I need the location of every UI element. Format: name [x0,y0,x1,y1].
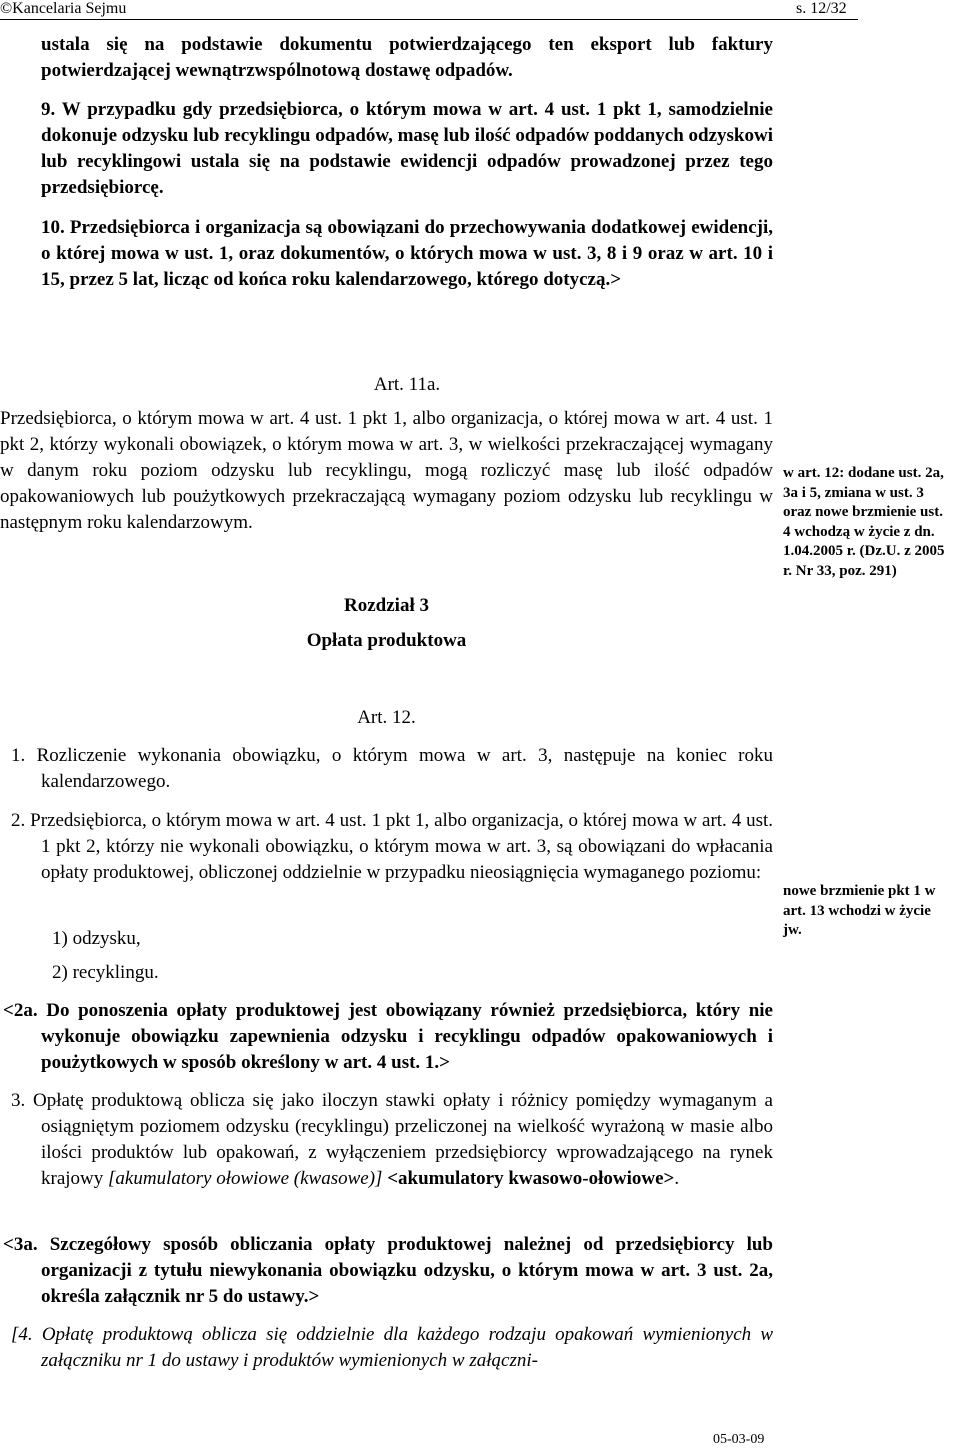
paragraph-9: 9. W przypadku gdy przedsiębiorca, o którym mowa w art. 4 ust. 1 pkt 1, samodzielnie dokonuje odzysku lub recyklingu odpadów, masę lub ilość odpadów poddanych odzyskowi lub recyklingowi ustala się na podstawie ewidencji odpadów prowadzonej przez tego przedsiębiorcę. [41,99,773,198]
list-item-2: 2) recyklingu. [52,962,159,983]
paragraph-10: 10. Przedsiębiorca i organizacja są obowiązani do przechowywania dodatkowej ewidencji, o której mowa w ust. 1, oraz dokumentów, o których mowa w ust. 3, 8 i 9 oraz w art. 10 i 15, przez 5 lat, licząc od końca roku kalendarzowego, którego dotyczą.> [41,217,773,290]
article-12-paragraph-1 [11,743,773,795]
article-12-paragraph-1-text: 1. Rozliczenie wykonania obowiązku, o którym mowa w art. 3, następuje na koniec roku kalendarzowego. [11,745,773,792]
paragraph-3-bold: <akumulatory kwasowo-ołowiowe> [382,1168,675,1189]
article-12-paragraph-2 [11,808,773,886]
header-source: ©Kancelaria Sejmu [0,0,127,17]
margin-note-1: w art. 12: dodane ust. 2a, 3a i 5, zmiana w ust. 3 oraz nowe brzmienie ust. 4 wchodzą w życie z dn. 1.04.2005 r. (Dz.U. z 2005 r. Nr 33, poz. 291) [783,465,945,579]
article-12-paragraph-2a-text: <2a. Do ponoszenia opłaty produktowej jest obowiązany również przedsiębiorca, który nie wykonuje obowiązku zapewnienia odzysku i recyklingu odpadów opakowaniowych i poużytkowych w sposób określony w art. 4 ust. 1.> [3,1000,773,1073]
header-divider [0,19,858,20]
article-12-paragraph-3a [3,1232,773,1310]
article-12-title: Art. 12. [357,707,416,728]
article-11a-text: Przedsiębiorca, o którym mowa w art. 4 ust. 1 pkt 1, albo organizacja, o której mowa w art. 4 ust. 1 pkt 2, którzy wykonali obowiązek, o którym mowa w art. 3, w wielkości przekraczającej wymagany w danym roku poziom odzysku lub recyklingu, mogą rozliczyć masę lub ilość odpadów opakowaniowych lub poużytkowych przekraczającą wymagany poziom odzysku lub recyklingu w następnym roku kalendarzowym. [0,408,773,533]
list-item-1: 1) odzysku, [52,928,141,949]
article-12-paragraph-4-text: [4. Opłatę produktową oblicza się oddzielnie dla każdego rodzaju opakowań wymienionych w załączniku nr 1 do ustawy i produktów wymienionych w załączni- [11,1324,773,1371]
paragraph-top: ustala się na podstawie dokumentu potwierdzającego ten eksport lub faktury potwierdzającej wewnątrzwspólnotową dostawę odpadów. [41,34,773,81]
chapter-number: Rozdział 3 [344,595,429,616]
margin-note-2: nowe brzmienie pkt 1 w art. 13 wchodzi w życie jw. [783,883,936,938]
footer-date: 05-03-09 [713,1432,765,1447]
article-12-paragraph-2a [3,998,773,1076]
article-11a-title: Art. 11a. [373,374,441,395]
article-12-paragraph-3 [11,1088,773,1192]
paragraph-3-italic: [akumulatory ołowiowe (kwasowe)] [108,1168,383,1189]
page-number: s. 12/32 [796,0,847,17]
article-12-paragraph-2-text: 2. Przedsiębiorca, o którym mowa w art. 4 ust. 1 pkt 1, albo organizacja, o której mowa w art. 4 ust. 1 pkt 2, którzy nie wykonali obowiązku, o którym mowa w art. 3, są obowiązani do wpłacania opłaty produktowej, obliczonej oddzielnie w przypadku nieosiągnięcia wymaganego poziomu: [11,810,773,883]
paragraph-3-end: . [674,1168,680,1189]
paragraph-3-main: 3. Opłatę produktową oblicza się jako iloczyn stawki opłaty i różnicy pomiędzy wymaganym a osiągniętym poziomem odzysku (recyklingu) przeliczonej na wielkość wyrażoną w masie albo ilości produktów lub opakowań, z wyłączeniem przedsiębiorcy wprowadzającego na rynek krajowy [11,1090,773,1189]
article-12-paragraph-3a-text: <3a. Szczegółowy sposób obliczania opłaty produktowej należnej od przedsiębiorcy lub organizacji z tytułu niewykonania obowiązku odzysku, o którym mowa w art. 3 ust. 2a, określa załącznik nr 5 do ustawy.> [3,1234,773,1307]
article-12-paragraph-4 [11,1322,773,1374]
chapter-title: Opłata produktowa [306,630,467,651]
